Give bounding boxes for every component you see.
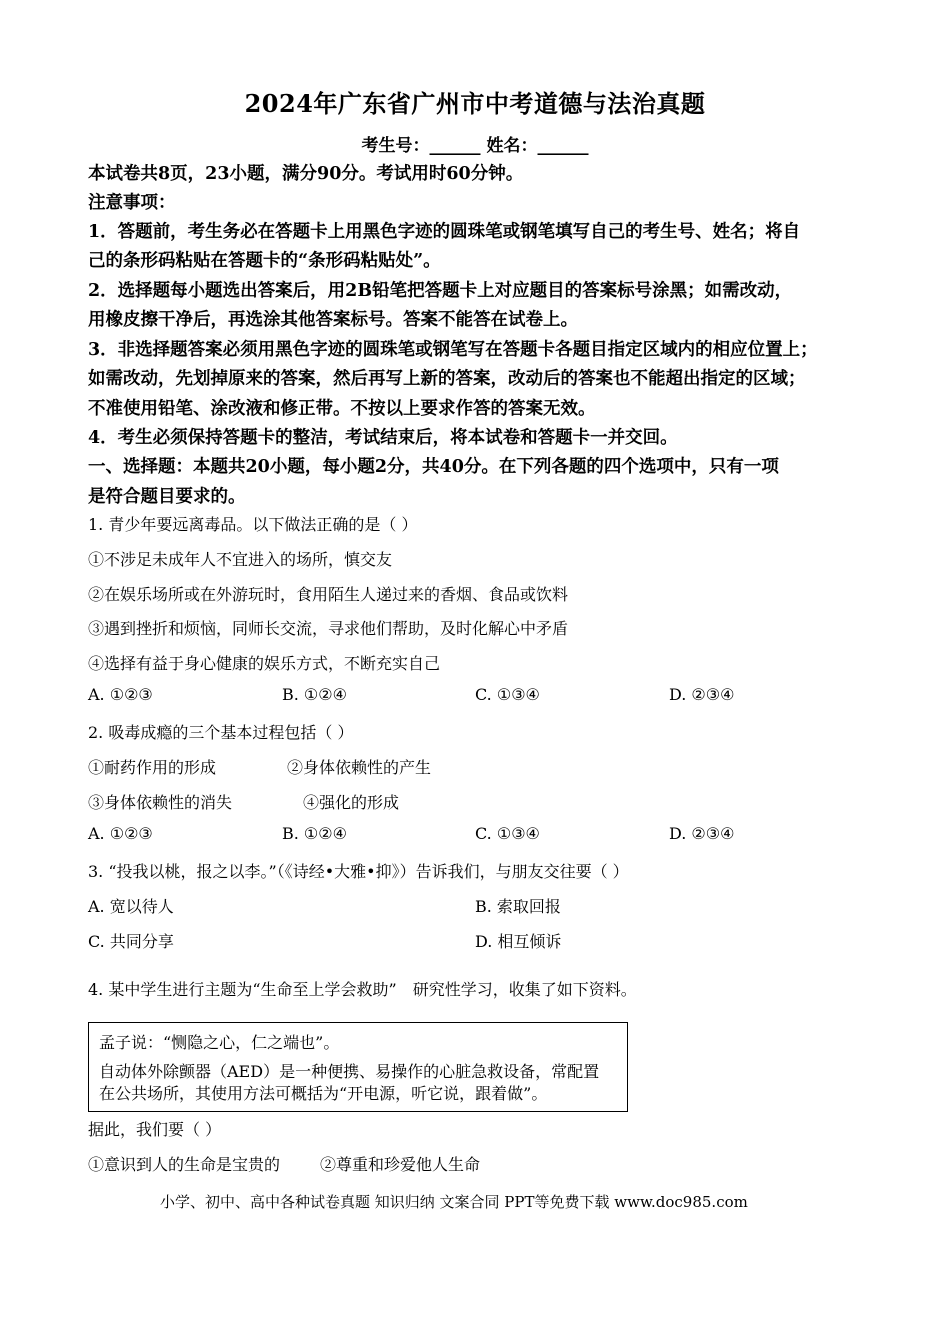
option-b: B. ①②④	[282, 685, 347, 704]
statement-item: ②尊重和珍爱他人生命	[320, 1155, 481, 1174]
instruction-line: 不准使用铅笔、涂改液和修正带。不按以上要求作答的答案无效。	[88, 399, 596, 419]
instruction-line: 用橡皮擦干净后，再选涂其他答案标号。答案不能答在试卷上。	[88, 310, 578, 330]
instruction-line: 3．非选择题答案必须用黑色字迹的圆珠笔或钢笔写在答题卡各题目指定区域内的相应位置上；	[88, 340, 818, 360]
instruction-line: 1．答题前，考生务必在答题卡上用黑色字迹的圆珠笔或钢笔填写自己的考生号、姓名；将自	[88, 222, 801, 242]
option-a: A. 宽以待人	[88, 897, 174, 916]
statement-item: ①意识到人的生命是宝贵的	[88, 1155, 281, 1174]
option-b: B. 索取回报	[475, 897, 561, 916]
option-c: C. 共同分享	[88, 932, 174, 951]
question-stem: 3. “投我以桃，报之以李。”（《诗经•大雅•抑》）告诉我们，与朋友交往要（ ）	[88, 862, 629, 881]
instruction-line: 注意事项：	[88, 193, 176, 213]
option-d: D. ②③④	[669, 824, 735, 843]
material-box	[88, 1022, 628, 1112]
statement-item: ③遇到挫折和烦恼，同师长交流，寻求他们帮助，及时化解心中矛盾	[88, 619, 569, 638]
instruction-line: 如需改动，先划掉原来的答案，然后再写上新的答案，改动后的答案也不能超出指定的区域；	[88, 369, 806, 389]
question-stem: 2. 吸毒成瘾的三个基本过程包括（ ）	[88, 723, 354, 742]
question-stem: 4. 某中学生进行主题为“生命至上学会救助” 研究性学习，收集了如下资料。	[88, 980, 637, 999]
statement-item: ①耐药作用的形成	[88, 758, 217, 777]
instruction-line: 2．选择题每小题选出答案后，用2B铅笔把答题卡上对应题目的答案标号涂黑；如需改动，	[88, 281, 793, 301]
instruction-line: 本试卷共8页，23小题，满分90分。考试用时60分钟。	[88, 164, 524, 184]
option-d: D. 相互倾诉	[475, 932, 562, 951]
material-line: 孟子说：“恻隐之心，仁之端也”。	[99, 1033, 340, 1052]
instruction-line: 4．考生必须保持答题卡的整洁，考试结束后，将本试卷和答题卡一并交回。	[88, 428, 678, 448]
candidate-info: 考生号：______ 姓名：______	[361, 136, 589, 156]
section-heading: 是符合题目要求的。	[88, 487, 246, 507]
option-c: C. ①③④	[475, 824, 540, 843]
material-line: 自动体外除颤器（AED）是一种便携、易操作的心脏急救设备，常配置	[99, 1062, 600, 1081]
material-line: 在公共场所，其使用方法可概括为“开电源，听它说，跟着做”。	[99, 1084, 548, 1103]
option-b: B. ①②④	[282, 824, 347, 843]
option-a: A. ①②③	[88, 824, 153, 843]
statement-item: ②在娱乐场所或在外游玩时，食用陌生人递过来的香烟、食品或饮料	[88, 585, 569, 604]
question-prompt: 据此，我们要（ ）	[88, 1120, 222, 1139]
statement-item: ④强化的形成	[303, 793, 400, 812]
option-d: D. ②③④	[669, 685, 735, 704]
statement-item: ③身体依赖性的消失	[88, 793, 233, 812]
question-stem: 1. 青少年要远离毒品。以下做法正确的是（ ）	[88, 515, 418, 534]
page-footer: 小学、初中、高中各种试卷真题 知识归纳 文案合同 PPT等免费下载 www.doc985.com	[160, 1193, 748, 1211]
instruction-line: 己的条形码粘贴在答题卡的“条形码粘贴处”。	[88, 251, 441, 271]
statement-item: ④选择有益于身心健康的娱乐方式，不断充实自己	[88, 654, 441, 673]
page-title: 2024年广东省广州市中考道德与法治真题	[244, 89, 706, 118]
statement-item: ②身体依赖性的产生	[287, 758, 432, 777]
section-heading: 一、选择题：本题共20小题，每小题2分，共40分。在下列各题的四个选项中，只有一项	[88, 457, 779, 477]
option-a: A. ①②③	[88, 685, 153, 704]
option-c: C. ①③④	[475, 685, 540, 704]
statement-item: ①不涉足未成年人不宜进入的场所，慎交友	[88, 550, 393, 569]
